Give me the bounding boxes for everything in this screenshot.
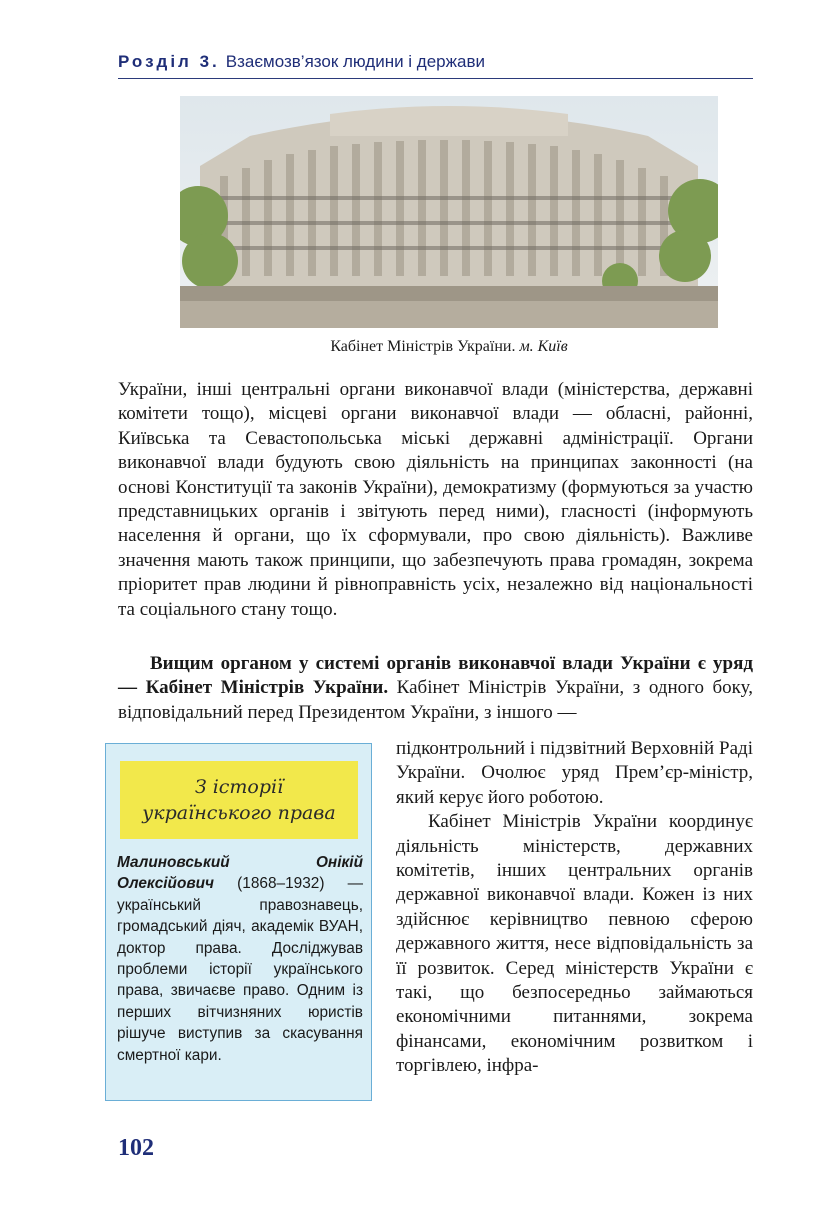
page-number: 102 — [118, 1135, 154, 1161]
sidebox-bio: (1868–1932) — український правознавець, громадський діяч, академік ВУАН, доктор права. Досліджував проблеми історії українського права, звичаєве право. Одним із перших вітчизняних юристів рішуче виступив за скасування смертної кари. — [117, 875, 363, 1064]
sidebox-heading-line1: З історії — [194, 776, 284, 798]
paragraph-3: підконтрольний і підзвітний Верховній Раді України. Очолює уряд Прем’єр-міністр, який керує його роботою. — [396, 738, 753, 808]
running-header — [118, 52, 753, 79]
sidebox-heading-line2: українського права — [142, 802, 336, 824]
caption-place: м. Київ — [519, 338, 568, 355]
sidebox-person-name: Малиновський Онікій Олексійович — [117, 854, 363, 893]
section-number: Розділ 3. — [118, 52, 220, 71]
building-illustration — [180, 96, 718, 328]
paragraph-2 — [118, 652, 753, 725]
section-title: Взаємозв’язок людини і держави — [225, 52, 485, 71]
caption-main: Кабінет Міністрів України. — [330, 338, 516, 355]
paragraph-2-bold: Вищим органом у системі органів виконавчої влади України є уряд — Кабінет Міністрів України. — [118, 653, 753, 699]
paragraph-4: Кабінет Міністрів України координує діяльність міністерств, державних комітетів, інших центральних органів державної виконавчої влади. Кожен із них здійснює керівництво певною сферою державного життя, несе відповідальність за її розвиток. Серед міністерств України є такі, що безпосередньо займаються економічними питаннями, зокрема фінансами, економічним розвитком і торгівлею, інфра- — [396, 811, 753, 1077]
cabinet-building-photo — [180, 96, 718, 328]
sidebox-heading — [120, 761, 358, 839]
paragraph-2-rest: Кабінет Міністрів України, з одного боку, відповідальний перед Президентом України, з іншого — — [118, 677, 753, 723]
photo-caption — [180, 338, 718, 356]
right-column — [396, 737, 753, 1079]
paragraph-1: України, інші центральні органи виконавчої влади (міністерства, державні комітети тощо), місцеві органи виконавчої влади — обласні, районні, Київська та Севастопольська міські державні адміністрації. Органи виконавчої влади будують свою діяльність на принципах законності (на основі Конституції та законів України), демократизму (формуються за участю представницьких органів і звітують перед ними), гласності (інформують населення й органи, що їх сформували, про свою діяльність). Важливе значення мають також принципи, що забезпечують права громадян, зокрема пріоритет прав людини й рівноправність усіх, незалежно від національності та соціального стану тощо. — [118, 379, 753, 620]
sidebox-text — [117, 852, 363, 1066]
history-sidebox — [105, 743, 372, 1101]
